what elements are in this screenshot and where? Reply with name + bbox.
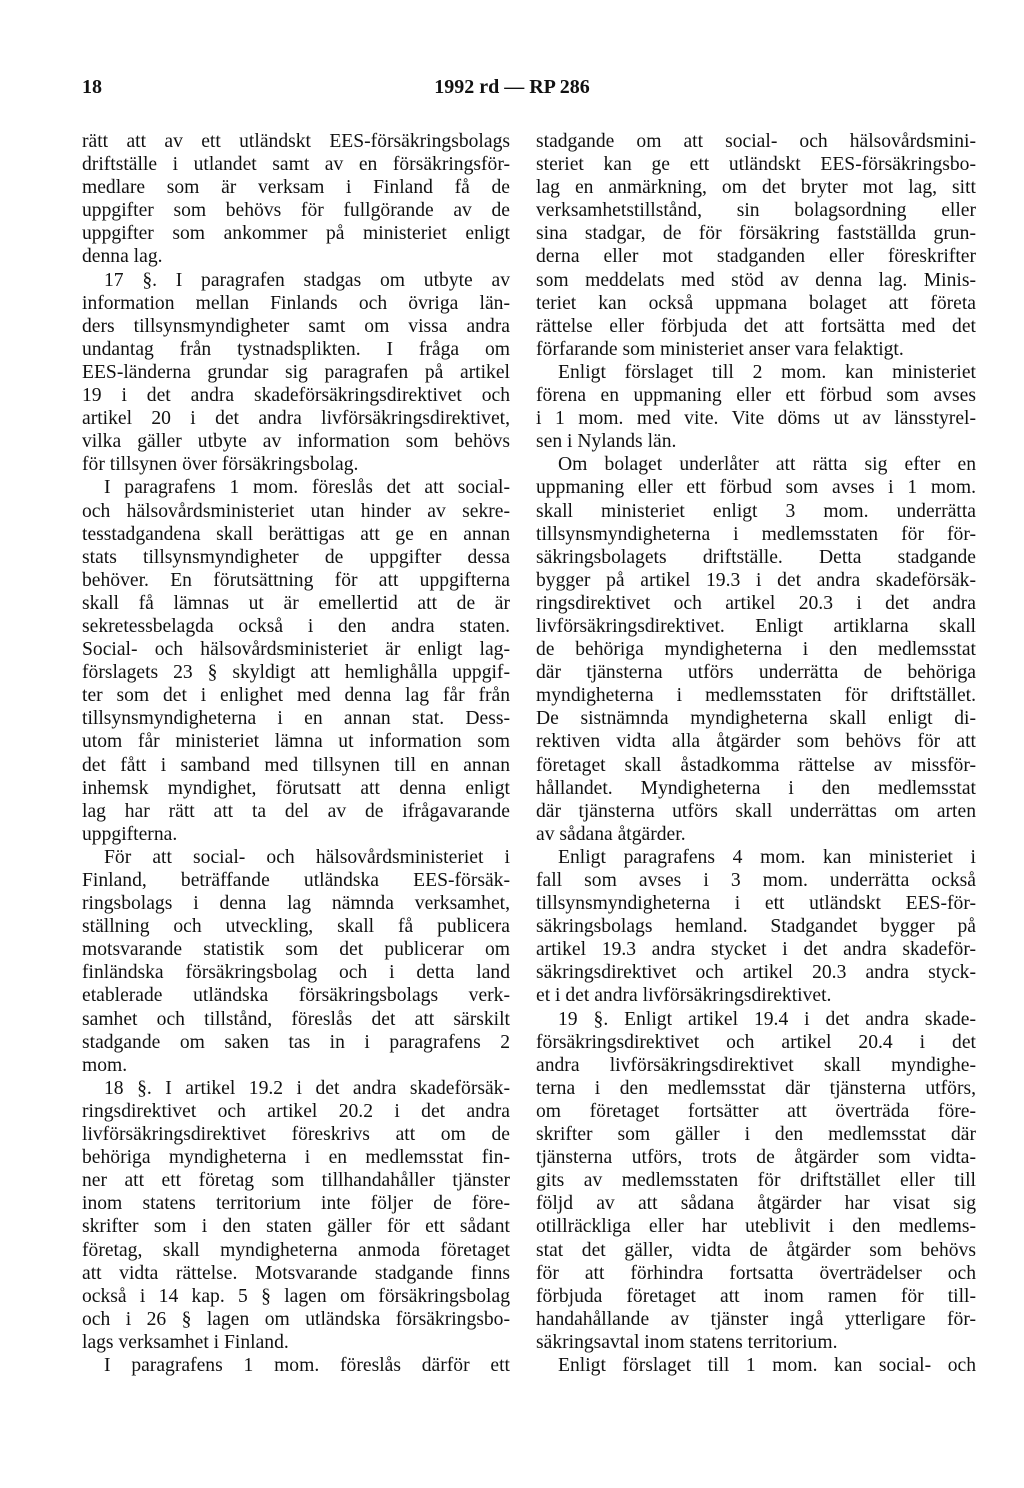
text-line: mom. bbox=[82, 1054, 128, 1076]
text-line: EES-länderna grundar sig paragrafen på artikel bbox=[82, 361, 510, 383]
text-line: i 1 mom. med vite. Vite döms ut av länsstyrel- bbox=[536, 408, 976, 430]
text-line: driftställe i utlandet samt av en försäkringsför- bbox=[82, 154, 510, 176]
text-line: steriet kan ge ett utländskt EES-försäkringsbo- bbox=[536, 154, 976, 176]
text-line: Enligt förslaget till 2 mom. kan ministeriet bbox=[558, 361, 976, 383]
text-line: finländska försäkringsbolag och i detta land bbox=[82, 962, 510, 984]
text-line: sen i Nylands län. bbox=[536, 431, 677, 453]
text-line: 18 §. I artikel 19.2 i det andra skadeförsäk- bbox=[104, 1077, 510, 1099]
text-line: tesstadgandena skall berättigas att ge en annan bbox=[82, 523, 510, 545]
text-line: 17 §. I paragrafen stadgas om utbyte av bbox=[104, 269, 510, 291]
text-line: och hälsovårdsministeriet utan hinder av sekre- bbox=[82, 500, 510, 522]
text-line: 19 §. Enligt artikel 19.4 i det andra skade- bbox=[558, 1008, 976, 1030]
text-line: tillsynsmyndigheterna i en annan stat. Dess- bbox=[82, 708, 510, 730]
text-line: och i 26 § lagen om utländska försäkringsbo- bbox=[82, 1308, 510, 1330]
text-line: rätt att av ett utländskt EES-försäkringsbolags bbox=[82, 131, 510, 152]
text-line: I paragrafens 1 mom. föreslås det att social- bbox=[104, 477, 510, 499]
text-line: företaget skall åstadkomma rättelse av missför- bbox=[536, 754, 976, 776]
text-line: livförsäkringsdirektivet föreskrivs att om de bbox=[82, 1124, 510, 1146]
text-line: säkringsbolags hemland. Stadgandet bygger på bbox=[536, 916, 976, 938]
text-line: lag en anmärkning, om det bryter mot lag, sitt bbox=[536, 177, 976, 199]
text-line: förena en uppmaning eller ett förbud som avses bbox=[536, 385, 976, 407]
text-line: gits av medlemsstaten för driftstället eller till bbox=[536, 1170, 976, 1192]
text-line: stat det gäller, vidta de åtgärder som behövs bbox=[536, 1239, 976, 1261]
text-line: artikel 19.3 andra stycket i det andra skadeför- bbox=[536, 939, 976, 961]
text-line: andra livförsäkringsdirektivet skall myndighe- bbox=[536, 1054, 976, 1076]
text-line: ner att ett företag som tillhandahåller tjänster bbox=[82, 1170, 510, 1192]
text-line: företag, skall myndigheterna anmoda företaget bbox=[82, 1239, 510, 1261]
text-line: uppgifter som ankommer på ministeriet enligt bbox=[82, 223, 510, 245]
text-line: rättelse eller förbjuda det att fortsätta med det bbox=[536, 315, 976, 337]
text-line: tjänsterna utförs, trots de åtgärder som vidta- bbox=[536, 1147, 976, 1169]
text-line: uppgifterna. bbox=[82, 823, 178, 845]
text-line: lags verksamhet i Finland. bbox=[82, 1331, 289, 1353]
text-line: vilka gäller utbyte av information som behövs bbox=[82, 431, 510, 453]
text-line: skall ministeriet enligt 3 mom. underrätta bbox=[536, 500, 976, 522]
text-line: teriet kan också uppmana bolaget att företa bbox=[536, 292, 976, 314]
text-line: stadgande om saken tas in i paragrafens 2 bbox=[82, 1031, 510, 1053]
text-line: denna lag. bbox=[82, 246, 163, 268]
text-line: Om bolaget underlåter att rätta sig efter en bbox=[558, 454, 976, 476]
text-line: säkringsdirektivet och artikel 20.3 andra styck- bbox=[536, 962, 976, 984]
text-line: att vidta rättelse. Motsvarande stadgande finns bbox=[82, 1262, 510, 1284]
text-line: behöver. En förutsättning för att uppgifterna bbox=[82, 569, 510, 591]
text-line: 19 i det andra skadeförsäkringsdirektivet och bbox=[82, 385, 510, 407]
text-line: där tjänsterna utförs skall underrättas om arten bbox=[536, 800, 976, 822]
text-line: artikel 20 i det andra livförsäkringsdirektivet, bbox=[82, 408, 510, 430]
text-line: som meddelats med stöd av denna lag. Minis- bbox=[536, 269, 976, 291]
text-line: inhemsk myndighet, förutsatt att denna enligt bbox=[82, 777, 510, 799]
text-line: ställning och utveckling, skall få publicera bbox=[82, 916, 510, 938]
text-line: skrifter som gäller i den medlemsstat där bbox=[536, 1124, 976, 1146]
text-line: fall som avses i 3 mom. underrätta också bbox=[536, 870, 976, 891]
running-head: 1992 rd — RP 286 bbox=[434, 76, 590, 98]
text-line: om företaget fortsätter att överträda före- bbox=[536, 1100, 976, 1122]
text-line: skall få lämnas ut är emellertid att de är bbox=[82, 592, 510, 614]
text-line: stats tillsynsmyndigheter de uppgifter dessa bbox=[82, 546, 510, 568]
text-line: ders tillsynsmyndigheter samt om vissa andra bbox=[82, 315, 510, 337]
text-line: av sådana åtgärder. bbox=[536, 823, 686, 845]
text-line: livförsäkringsdirektivet. Enligt artiklarna skall bbox=[536, 615, 976, 637]
text-line: tillsynsmyndigheterna i medlemsstaten för för- bbox=[536, 523, 976, 545]
text-line: lag har rätt att ta del av de ifrågavarande bbox=[82, 800, 510, 822]
text-line: hållandet. Myndigheterna i den medlemsstat bbox=[536, 777, 976, 799]
text-line: ringsbolags i denna lag nämnda verksamhet, bbox=[82, 893, 510, 915]
text-line: stadgande om att social- och hälsovårdsmini- bbox=[536, 131, 976, 152]
text-line: förslagets 23 § skyldigt att hemlighålla uppgif- bbox=[82, 662, 510, 684]
text-line: verksamhetstillstånd, sin bolagsordning eller bbox=[536, 200, 976, 222]
text-line: medlare som är verksam i Finland få de bbox=[82, 177, 510, 199]
text-line: förbjuda företaget att inom ramen för till- bbox=[536, 1285, 976, 1307]
text-line: myndigheterna i medlemsstaten för driftstället. bbox=[536, 685, 976, 707]
text-line: I paragrafens 1 mom. föreslås därför ett bbox=[104, 1354, 510, 1376]
text-line: tillsynsmyndigheterna i ett utländskt EES-för- bbox=[536, 893, 976, 915]
text-line: För att social- och hälsovårdsministeriet i bbox=[104, 846, 510, 868]
text-line: också i 14 kap. 5 § lagen om försäkringsbolag bbox=[82, 1285, 510, 1307]
text-line: Social- och hälsovårdsministeriet är enligt lag- bbox=[82, 639, 510, 661]
text-line: sina stadgar, de för försäkring fastställda grun- bbox=[536, 223, 976, 245]
text-line: det fått i samband med tillsynen till en annan bbox=[82, 754, 510, 776]
text-line: inom statens territorium inte följer de före- bbox=[82, 1193, 510, 1215]
text-line: Finland, beträffande utländska EES-försäk- bbox=[82, 870, 510, 891]
text-line: samhet och tillstånd, föreslås det att särskilt bbox=[82, 1008, 510, 1030]
text-line: sekretessbelagda också i den andra staten. bbox=[82, 615, 510, 637]
left-text-column bbox=[82, 130, 510, 1377]
text-line: undantag från tystnadsplikten. I fråga om bbox=[82, 338, 510, 360]
text-line: för tillsynen över försäkringsbolag. bbox=[82, 454, 359, 476]
text-line: De sistnämnda myndigheterna skall enligt di- bbox=[536, 708, 976, 730]
page-number: 18 bbox=[82, 76, 102, 98]
text-line: följd av att sådana åtgärder har visat sig bbox=[536, 1193, 976, 1215]
text-line: derna eller mot stadganden eller föreskrifter bbox=[536, 246, 976, 268]
text-line: säkringsbolagets driftställe. Detta stadgande bbox=[536, 546, 976, 568]
text-line: handahållande av tjänster ingå ytterligare för- bbox=[536, 1308, 976, 1330]
text-line: rektiven vidta alla åtgärder som behövs för att bbox=[536, 731, 976, 753]
text-line: där tjänsterna utförs underrätta de behöriga bbox=[536, 662, 976, 684]
text-line: Enligt förslaget till 1 mom. kan social- och bbox=[558, 1354, 976, 1376]
text-line: de behöriga myndigheterna i den medlemsstat bbox=[536, 639, 976, 661]
text-line: ringsdirektivet och artikel 20.3 i det andra bbox=[536, 592, 976, 614]
text-line: försäkringsdirektivet och artikel 20.4 i det bbox=[536, 1031, 976, 1053]
text-line: otillräckliga eller har uteblivit i den medlems- bbox=[536, 1216, 976, 1238]
text-line: et i det andra livförsäkringsdirektivet. bbox=[536, 985, 832, 1007]
text-line: behöriga myndigheterna i en medlemsstat fin- bbox=[82, 1147, 510, 1169]
text-line: Enligt paragrafens 4 mom. kan ministeriet i bbox=[558, 846, 976, 868]
text-line: förfarande som ministeriet anser vara felaktigt. bbox=[536, 338, 904, 360]
text-line: uppmaning eller ett förbud som avses i 1 mom. bbox=[536, 477, 976, 499]
text-line: säkringsavtal inom statens territorium. bbox=[536, 1331, 838, 1353]
text-line: information mellan Finlands och övriga län- bbox=[82, 292, 510, 314]
text-line: bygger på artikel 19.3 i det andra skadeförsäk- bbox=[536, 569, 976, 591]
text-line: utom får ministeriet lämna ut information som bbox=[82, 731, 510, 753]
text-line: skrifter som i den staten gäller för ett sådant bbox=[82, 1216, 510, 1238]
text-line: ter som det i enlighet med denna lag får från bbox=[82, 685, 510, 707]
text-line: terna i den medlemsstat där tjänsterna utförs, bbox=[536, 1077, 976, 1099]
text-line: uppgifter som behövs för fullgörande av de bbox=[82, 200, 510, 222]
text-line: motsvarande statistik som det publicerar om bbox=[82, 939, 510, 961]
text-line: ringsdirektivet och artikel 20.2 i det andra bbox=[82, 1100, 510, 1122]
text-line: för att förhindra fortsatta överträdelser och bbox=[536, 1262, 976, 1284]
right-text-column bbox=[536, 130, 976, 1377]
text-line: etablerade utländska försäkringsbolags verk- bbox=[82, 985, 510, 1007]
